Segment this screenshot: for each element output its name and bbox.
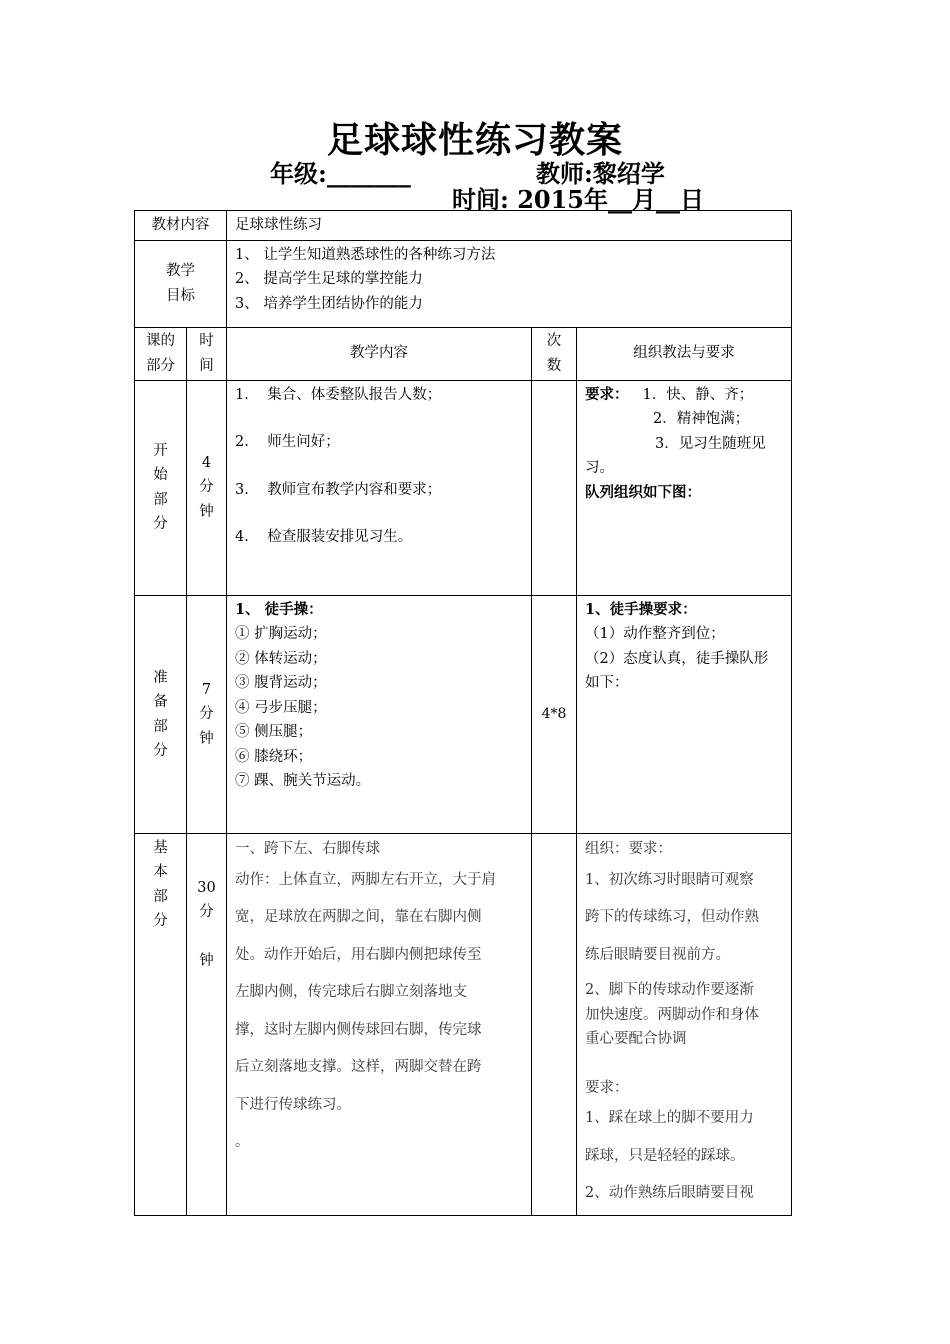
- time-char: 分: [199, 904, 214, 920]
- start-content-item: 3. 教师宣布教学内容和要求；: [235, 481, 442, 498]
- prep-requirements: [577, 595, 792, 833]
- prep-count: 4*8: [532, 595, 577, 833]
- time-char: 钟: [199, 952, 214, 969]
- goal-row: [135, 240, 792, 327]
- basic-req-line: 加快速度。两脚动作和身体: [585, 1006, 759, 1023]
- basic-req-line: 跨下的传球练习，但动作熟: [585, 909, 759, 925]
- start-req-item: 1．快、静、齐；: [642, 386, 754, 403]
- basic-req-line: 踩球，只是轻轻的踩球。: [585, 1147, 745, 1164]
- time-char: 钟: [199, 730, 214, 747]
- time-char: 分: [199, 706, 214, 722]
- grade-label: 年级:_______: [270, 159, 411, 188]
- basic-content-line: 动作：上体直立，两脚左右开立，大于肩: [235, 871, 496, 888]
- basic-content-line: 宽，足球放在两脚之间，靠在右脚内侧: [235, 909, 482, 925]
- goal-list: [227, 240, 792, 327]
- start-count: [532, 380, 577, 595]
- basic-requirements: [577, 833, 792, 1215]
- part-char: 部: [153, 888, 168, 905]
- basic-count: [532, 833, 577, 1215]
- part-char: 部: [153, 491, 168, 508]
- header-part-line: 部分: [146, 357, 175, 374]
- prep-exercise: ⑥ 膝绕环；: [235, 748, 313, 765]
- header-content: 教学内容: [227, 327, 532, 380]
- prep-req-title: 1、徒手操要求：: [585, 600, 697, 618]
- goal-item: 1、 让学生知道熟悉球性的各种练习方法: [235, 246, 496, 263]
- formation-label: 队列组织如下图：: [585, 483, 701, 501]
- start-content: [227, 380, 532, 595]
- basic-part: [135, 833, 187, 1215]
- part-char: 始: [153, 467, 168, 483]
- start-time: [187, 380, 227, 595]
- prep-part: [135, 595, 187, 833]
- start-content-item: 1. 集合、体委整队报告人数；: [235, 386, 442, 403]
- page-title: 足球球性练习教案: [326, 119, 623, 161]
- header-count: [532, 327, 577, 380]
- part-char: 部: [153, 718, 168, 735]
- start-req-item: 3．见习生随班见: [655, 435, 766, 452]
- basic-req-line: 1、初次练习时眼睛可观察: [585, 871, 754, 888]
- header-time-line: 间: [199, 357, 214, 374]
- start-req-title: 要求：: [585, 385, 629, 403]
- part-char: 开: [153, 442, 168, 459]
- basic-content-line: 撑，这时左脚内侧传球回右脚，传完球: [235, 1021, 482, 1038]
- basic-content-line: 后立刻落地支撑。这样，两脚交替在跨: [235, 1059, 482, 1075]
- header-count-line: 次: [546, 333, 562, 349]
- basic-row: [135, 833, 792, 1215]
- goal-item: 2、 提高学生足球的掌控能力: [235, 271, 423, 287]
- teacher-label: 教师:黎绍学: [536, 159, 665, 188]
- prep-exercise: ④ 弓步压腿；: [235, 699, 327, 716]
- start-row: [135, 380, 792, 595]
- start-part: [135, 380, 187, 595]
- prep-req-item: （2）态度认真，徒手操队形: [585, 650, 769, 667]
- header-time-line: 时: [199, 333, 214, 349]
- header-part-line: 课的: [146, 333, 175, 349]
- header-part: [135, 327, 187, 380]
- time-char: 7: [201, 681, 212, 698]
- material-label: 教材内容: [135, 211, 227, 241]
- prep-exercise: ① 扩胸运动；: [235, 626, 327, 642]
- goal-label: [135, 240, 227, 327]
- basic-req-line: 重心要配合协调: [585, 1031, 687, 1047]
- basic-content-title: 一、跨下左、右脚传球: [235, 840, 380, 857]
- time-label: 时间: 2015年__月__日: [452, 185, 705, 214]
- basic-req-line: 2、动作熟练后眼睛要目视: [585, 1185, 754, 1201]
- prep-time: [187, 595, 227, 833]
- basic-time: [187, 833, 227, 1215]
- basic-req-line: 要求：: [585, 1079, 629, 1096]
- start-req-item: 2．精神饱满；: [653, 411, 750, 427]
- start-requirements: [577, 380, 792, 595]
- start-content-item: 2. 师生问好；: [235, 434, 340, 450]
- lesson-plan-table: [134, 210, 792, 1216]
- basic-content-line: 左脚内侧，传完球后右脚立刻落地支: [235, 984, 467, 1000]
- prep-req-item: （1）动作整齐到位；: [585, 626, 725, 642]
- prep-req-item: 如下：: [585, 675, 629, 691]
- time-char: 30: [197, 879, 216, 896]
- part-char: 分: [153, 516, 168, 532]
- basic-content-line: 。: [235, 1134, 250, 1150]
- prep-exercise: ⑦ 踝、腕关节运动。: [235, 773, 371, 789]
- goal-item: 3、 培养学生团结协作的能力: [235, 295, 423, 312]
- basic-req-line: 2、脚下的传球动作要逐渐: [585, 982, 754, 998]
- basic-content-line: 下进行传球练习。: [235, 1096, 351, 1113]
- header-count-line: 数: [546, 357, 562, 374]
- basic-content-line: 处。动作开始后，用右脚内侧把球传至: [235, 946, 482, 963]
- prep-content-title: 1、 徒手操：: [235, 600, 323, 618]
- part-char: 基: [153, 839, 168, 856]
- time-char: 分: [199, 479, 214, 495]
- time-char: 4: [201, 454, 212, 471]
- material-row: [135, 211, 792, 241]
- prep-content: [227, 595, 532, 833]
- basic-req-line: 练后眼睛要目视前方。: [585, 946, 730, 963]
- part-char: 备: [153, 694, 168, 710]
- basic-req-line: 组织：要求：: [585, 840, 672, 857]
- prep-exercise: ⑤ 侧压腿；: [235, 724, 313, 740]
- part-char: 分: [153, 743, 168, 759]
- header-method: 组织教法与要求: [577, 327, 792, 380]
- goal-label-line: 目标: [166, 287, 195, 304]
- basic-content: [227, 833, 532, 1215]
- time-char: 钟: [199, 503, 214, 520]
- prep-exercise: ② 体转运动；: [235, 650, 327, 667]
- part-char: 分: [153, 913, 168, 929]
- header-time: [187, 327, 227, 380]
- part-char: 本: [153, 864, 168, 880]
- part-char: 准: [153, 669, 168, 686]
- prep-exercise: ③ 腹背运动；: [235, 675, 327, 691]
- goal-label-line: 教学: [166, 263, 195, 279]
- basic-req-line: 1、踩在球上的脚不要用力: [585, 1110, 754, 1126]
- start-req-tail: 习。: [585, 460, 614, 476]
- prep-row: [135, 595, 792, 833]
- material-value: 足球球性练习: [227, 211, 792, 241]
- start-content-item: 4. 检查服装安排见习生。: [235, 529, 413, 545]
